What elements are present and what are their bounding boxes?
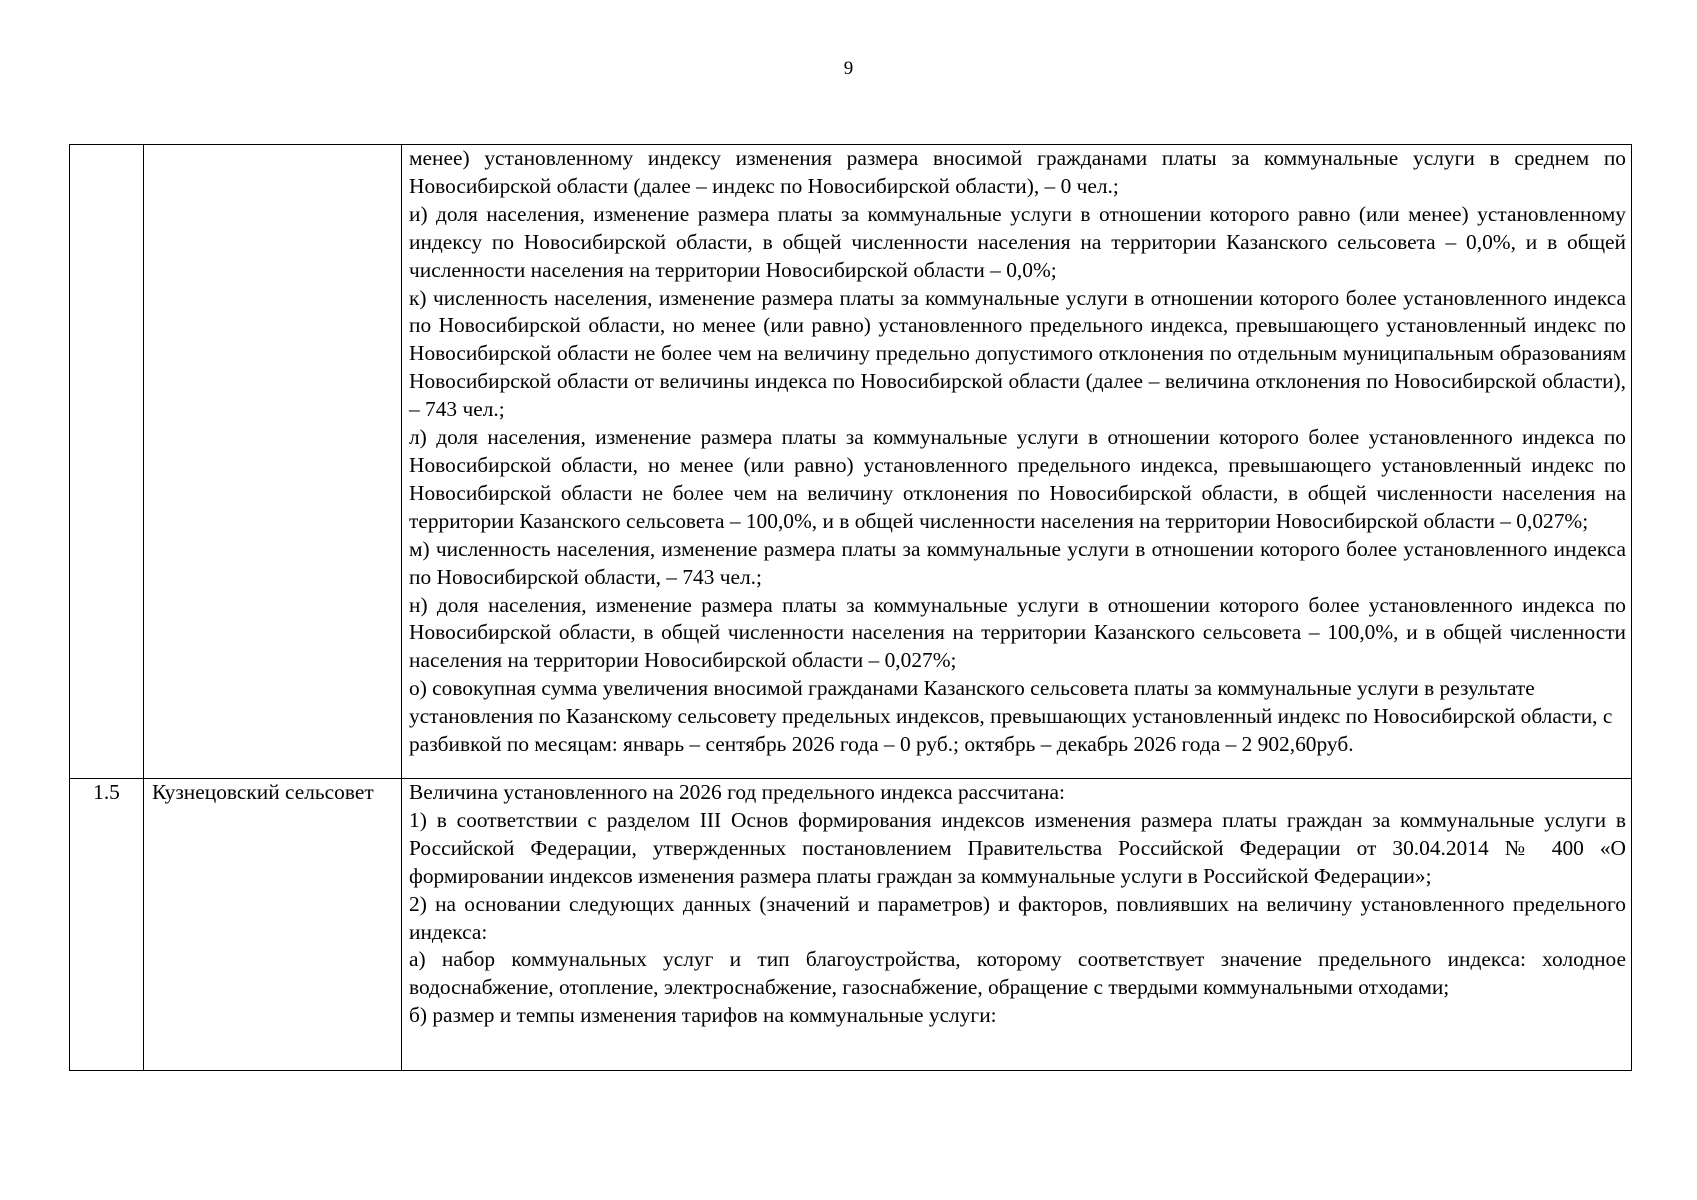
description-cell bbox=[402, 145, 1632, 779]
municipality-name-cell: Кузнецовский сельсовет bbox=[144, 779, 402, 1071]
municipality-name-cell bbox=[144, 145, 402, 779]
table-row bbox=[70, 779, 1632, 1071]
paragraph: и) доля населения, изменение размера платы за коммунальные услуги в отношении которого равно (или менее) установленному индексу по Новосибирской области, в общей численности населения на территории Казанского сельсовета – 0,0%, и в общей численности населения на территории Новосибирской области – 0,0%; bbox=[409, 201, 1626, 282]
paragraph: л) доля населения, изменение размера платы за коммунальные услуги в отношении которого более установленного индекса по Новосибирской области, но менее (или равно) установленного предельного индекса, превышающего установленный индекс по Новосибирской области не более чем на величину отклонения по Новосибирской области, в общей численности населения на территории Казанского сельсовета – 100,0%, и в общей численности населения на территории Новосибирской области – 0,027%; bbox=[409, 425, 1626, 533]
paragraph: б) размер и темпы изменения тарифов на коммунальные услуги: bbox=[409, 1003, 997, 1028]
paragraph: к) численность населения, изменение размера платы за коммунальные услуги в отношении которого более установленного индекса по Новосибирской области, но менее (или равно) установленного предельного индекса, превышающего установленный индекс по Новосибирской области не более чем на величину предельно допустимого отклонения по отдельным муниципальным образованиям Новосибирской области от величины индекса по Новосибирской области (далее – величина отклонения по Новосибирской области), – 743 чел.; bbox=[409, 285, 1626, 422]
table-row bbox=[70, 145, 1632, 779]
paragraph: о) совокупная сумма увеличения вносимой гражданами Казанского сельсовета платы за коммунальные услуги в результате установления по Казанскому сельсовету предельных индексов, превышающих установленный индекс по Новосибирской области, с разбивкой по месяцам: январь – сентябрь 2026 года – 0 руб.; октябрь – декабрь 2026 года – 2 902,60руб. bbox=[409, 676, 1613, 757]
row-number-cell bbox=[70, 145, 144, 779]
index-table bbox=[69, 144, 1632, 1071]
paragraph: н) доля населения, изменение размера платы за коммунальные услуги в отношении которого более установленного индекса по Новосибирской области, в общей численности населения на территории Казанского сельсовета – 100,0%, и в общей численности населения на территории Новосибирской области – 0,027%; bbox=[409, 592, 1626, 673]
paragraph: 1) в соответствии с разделом III Основ формирования индексов изменения размера платы граждан за коммунальные услуги в Российской Федерации, утвержденных постановлением Правительства Российской Федерации от 30.04.2014 № 400 «О формировании индексов изменения размера платы граждан за коммунальные услуги в Российской Федерации»; bbox=[409, 807, 1626, 888]
description-cell bbox=[402, 779, 1632, 1071]
paragraph: м) численность населения, изменение размера платы за коммунальные услуги в отношении которого более установленного индекса по Новосибирской области, – 743 чел.; bbox=[409, 536, 1626, 589]
paragraph: 2) на основании следующих данных (значений и параметров) и факторов, повлиявших на величину установленного предельного индекса: bbox=[409, 891, 1626, 944]
paragraph: Величина установленного на 2026 год предельного индекса рассчитана: bbox=[409, 780, 1065, 804]
row-number-cell: 1.5 bbox=[70, 779, 144, 1071]
page-number: 9 bbox=[843, 58, 854, 79]
paragraph: менее) установленному индексу изменения размера вносимой гражданами платы за коммунальные услуги в среднем по Новосибирской области (далее – индекс по Новосибирской области), – 0 чел.; bbox=[409, 146, 1626, 198]
paragraph: а) набор коммунальных услуг и тип благоустройства, которому соответствует значение предельного индекса: холодное водоснабжение, отопление, электроснабжение, газоснабжение, обращение с твердыми коммунальными отходами; bbox=[409, 947, 1626, 1000]
